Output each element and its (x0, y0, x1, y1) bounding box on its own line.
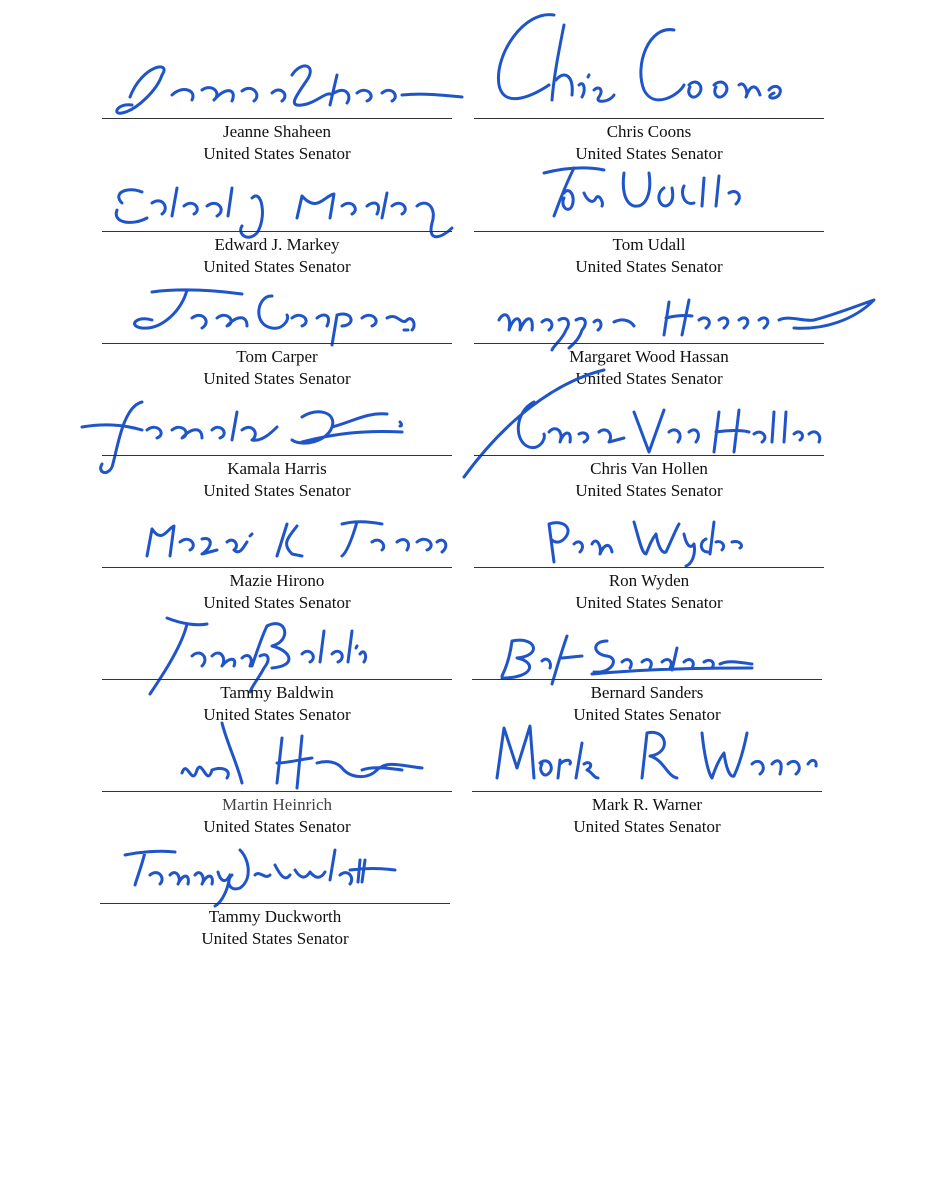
signature-block-coons (474, 35, 824, 163)
senator-name: Margaret Wood Hassan (569, 347, 729, 366)
senator-name: Tom Carper (236, 347, 318, 366)
senator-name: Edward J. Markey (214, 235, 340, 254)
signature-block-duckworth (100, 820, 450, 948)
senator-name: Tom Udall (612, 235, 686, 254)
signature-block-hirono (102, 484, 452, 612)
signature-block-wyden (474, 484, 824, 612)
signature-block-heinrich (102, 708, 452, 836)
senator-name: Ron Wyden (608, 571, 690, 590)
senator-name: Martin Heinrich (222, 795, 332, 814)
senator-name: Mark R. Warner (591, 795, 703, 814)
signature-line (474, 567, 824, 568)
signature-line (474, 231, 824, 232)
senator-name: Chris Van Hollen (590, 459, 708, 478)
signature-line (472, 679, 822, 680)
senator-title: United States Senator (575, 257, 723, 276)
senator-title: United States Senator (203, 481, 351, 500)
senator-title: United States Senator (201, 929, 349, 948)
signature-block-shaheen (102, 35, 452, 163)
signature-block-van-hollen (474, 372, 824, 500)
signature-line (472, 791, 822, 792)
signature-line (100, 903, 450, 904)
signature-line (102, 679, 452, 680)
senator-name: Bernard Sanders (590, 683, 704, 702)
signature-line (102, 455, 452, 456)
senator-title: United States Senator (573, 705, 721, 724)
signature-block-markey (102, 148, 452, 276)
signature-block-warner (472, 708, 822, 836)
signature-line (102, 343, 452, 344)
senator-title: United States Senator (203, 369, 351, 388)
senator-title: United States Senator (575, 593, 723, 612)
signature-block-baldwin (102, 596, 452, 724)
senator-title: United States Senator (575, 144, 723, 163)
signature-block-sanders (472, 596, 822, 724)
senator-name: Tammy Duckworth (208, 907, 342, 926)
signature-line (474, 343, 824, 344)
signature-block-hassan (474, 260, 824, 388)
signature-block-harris (102, 372, 452, 500)
senator-title: United States Senator (203, 144, 351, 163)
signature-line (102, 118, 452, 119)
senator-title: United States Senator (575, 369, 723, 388)
senator-name: Jeanne Shaheen (222, 122, 332, 141)
senator-name: Kamala Harris (227, 459, 327, 478)
senator-title: United States Senator (573, 817, 721, 836)
signature-line (474, 455, 824, 456)
signature-line (102, 567, 452, 568)
signature-block-carper (102, 260, 452, 388)
senator-name: Tammy Baldwin (220, 683, 334, 702)
signature-block-udall (474, 148, 824, 276)
senator-name: Chris Coons (606, 122, 692, 141)
senator-name: Mazie Hirono (229, 571, 325, 590)
signature-line (102, 231, 452, 232)
signature-line (102, 791, 452, 792)
senator-title: United States Senator (203, 257, 351, 276)
signature-line (474, 118, 824, 119)
senator-title: United States Senator (203, 705, 351, 724)
senator-title: United States Senator (575, 481, 723, 500)
senator-title: United States Senator (203, 817, 351, 836)
senator-title: United States Senator (203, 593, 351, 612)
